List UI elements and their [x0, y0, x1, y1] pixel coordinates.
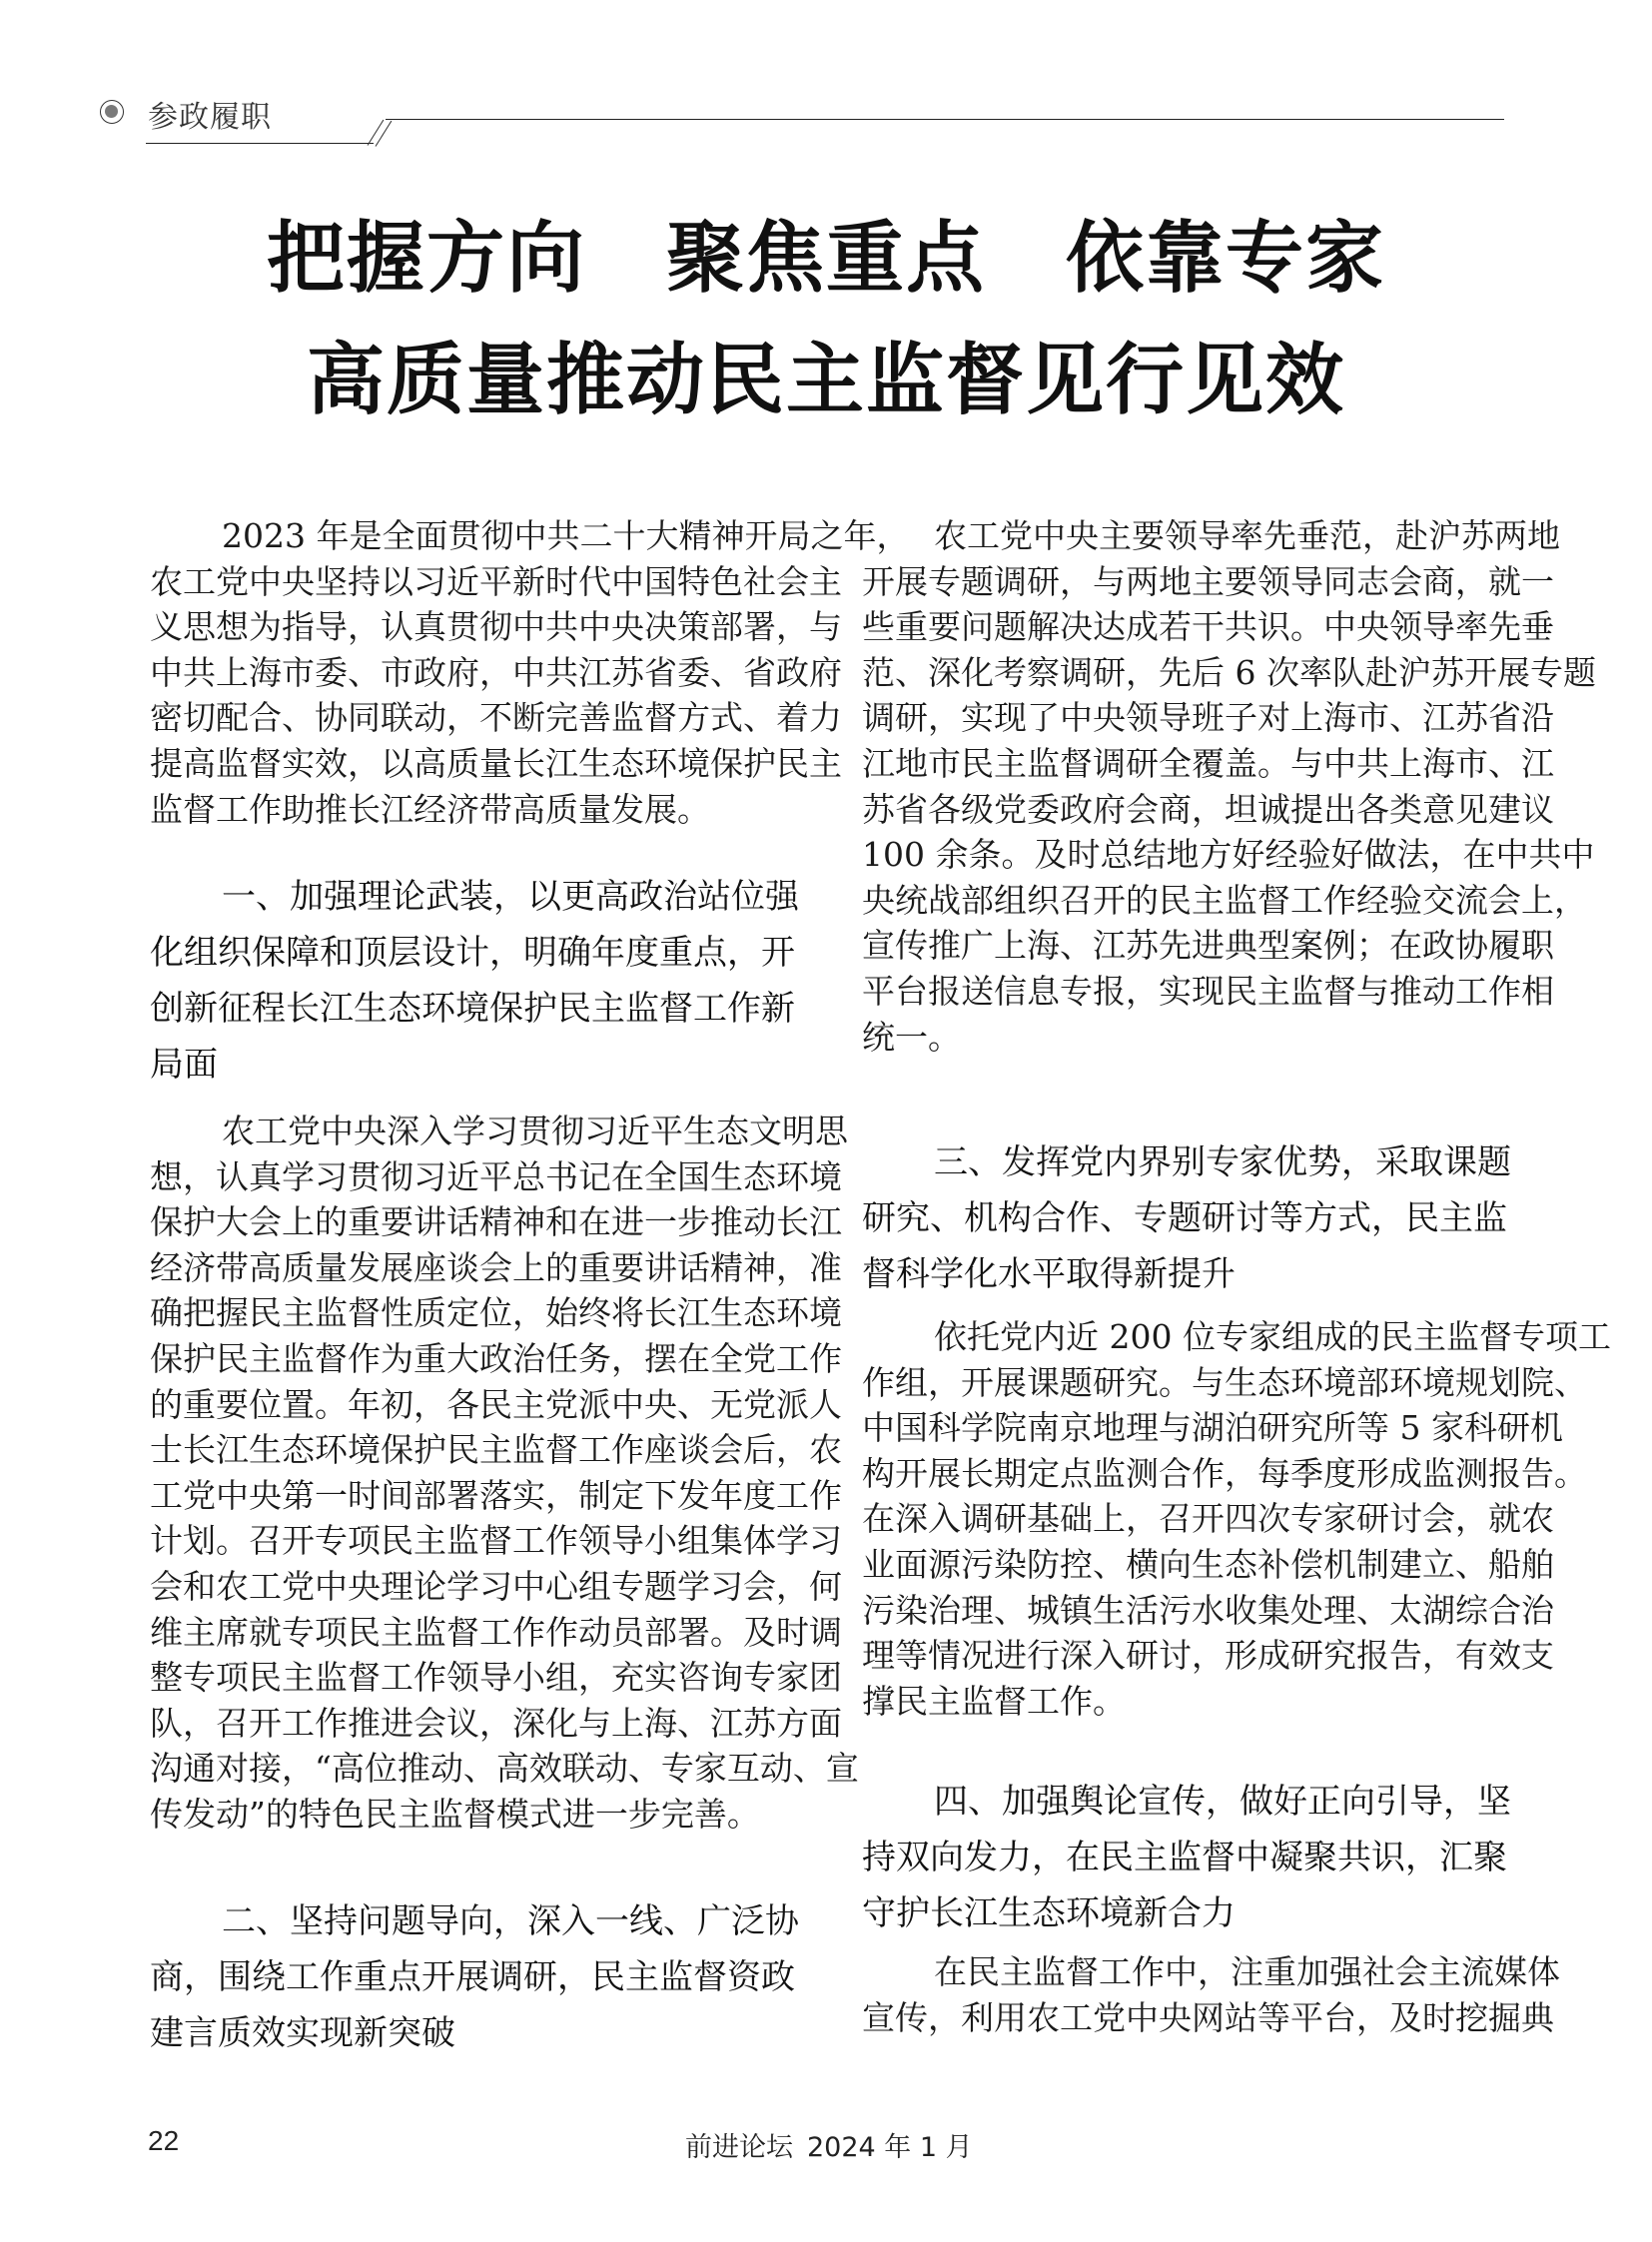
text-line: 会和农工党中央理论学习中心组专题学习会，何: [150, 1566, 842, 1606]
text-line: 业面源污染防控、横向生态补偿机制建立、船舶: [862, 1544, 1554, 1584]
text-line: 二、坚持问题导向，深入一线、广泛协: [222, 1901, 799, 1941]
text-line: 苏省各级党委政府会商，坦诚提出各类意见建议: [862, 789, 1554, 829]
text-line: 作组，开展课题研究。与生态环境部环境规划院、: [862, 1362, 1587, 1402]
text-line: 平台报送信息专报，实现民主监督与推动工作相: [862, 971, 1554, 1011]
header-rule-slash: [368, 120, 385, 146]
text-line: 宣传推广上海、江苏先进典型案例；在政协履职: [862, 926, 1554, 966]
section-heading-2: [150, 1893, 799, 2061]
text-line: 农工党中央深入学习贯彻习近平生态文明思: [222, 1112, 848, 1150]
text-line: 持双向发力，在民主监督中凝聚共识，汇聚: [862, 1838, 1507, 1877]
text-line: 理等情况进行深入研讨，形成研究报告，有效支: [862, 1636, 1554, 1676]
text-line: 沟通对接，“高位推动、高效联动、专家互动、宣: [150, 1749, 859, 1789]
text-line: 三、发挥党内界别专家优势，采取课题: [934, 1142, 1511, 1182]
article-title-line-2: 高质量推动民主监督见行见效: [306, 336, 1345, 425]
text-line: 保护大会上的重要讲话精神和在进一步推动长江: [150, 1202, 842, 1242]
text-line: 义思想为指导，认真贯彻中共中央决策部署，与: [150, 607, 842, 647]
text-line: 工党中央第一时间部署落实，制定下发年度工作: [150, 1475, 842, 1515]
text-line: 想，认真学习贯彻习近平总书记在全国生态环境: [150, 1156, 842, 1196]
text-line: 建言质效实现新突破: [150, 2013, 455, 2053]
text-line: 计划。召开专项民主监督工作领导小组集体学习: [150, 1521, 842, 1561]
text-line: 范、深化考察调研，先后 6 次率队赴沪苏开展专题: [862, 652, 1596, 692]
text-line: 的重要位置。年初，各民主党派中央、无党派人: [150, 1384, 842, 1424]
text-line: 污染治理、城镇生活污水收集处理、太湖综合治: [862, 1590, 1554, 1630]
text-line: 传发动”的特色民主监督模式进一步完善。: [150, 1794, 760, 1834]
text-line: 调研，实现了中央领导班子对上海市、江苏省沿: [862, 698, 1554, 738]
left-column: [150, 513, 910, 832]
section-label: 参政履职: [148, 100, 272, 135]
text-line: 创新征程长江生态环境保护民主监督工作新: [150, 989, 795, 1029]
text-line: 些重要问题解决达成若干共识。中央领导率先垂: [862, 607, 1554, 647]
text-line: 商，围绕工作重点开展调研，民主监督资政: [150, 1957, 795, 1997]
text-line: 在深入调研基础上，召开四次专家研讨会，就农: [862, 1499, 1554, 1539]
text-line: 依托党内近 200 位专家组成的民主监督专项工: [934, 1317, 1611, 1356]
header-rule-left: [146, 143, 374, 144]
text-line: 整专项民主监督工作领导小组，充实咨询专家团: [150, 1658, 842, 1698]
text-line: 农工党中央主要领导率先垂范，赴沪苏两地: [934, 516, 1560, 555]
text-line: 2023 年是全面贯彻中共二十大精神开局之年，: [222, 516, 910, 555]
article-title-line-1: 把握方向 聚焦重点 依靠专家: [266, 214, 1385, 304]
text-line: 研究、机构合作、专题研讨等方式，民主监: [862, 1198, 1507, 1238]
issue-date: 2024 年 1 月: [807, 2132, 973, 2163]
section-3-paragraph: [862, 1314, 1611, 1724]
section-heading-1: [150, 869, 799, 1093]
text-line: 开展专题调研，与两地主要领导同志会商，就一: [862, 561, 1554, 601]
text-line: 局面: [150, 1045, 218, 1085]
text-line: 化组织保障和顶层设计，明确年度重点，开: [150, 933, 795, 973]
text-line: 统一。: [862, 1017, 961, 1057]
text-line: 保护民主监督作为重大政治任务，摆在全党工作: [150, 1338, 842, 1378]
text-line: 守护长江生态环境新合力: [862, 1893, 1236, 1933]
text-line: 一、加强理论武装，以更高政治站位强: [222, 877, 799, 917]
text-line: 中国科学院南京地理与湖泊研究所等 5 家科研机: [862, 1408, 1563, 1448]
section-2-paragraph: [862, 513, 1596, 1060]
section-4-paragraph: [862, 1949, 1560, 2040]
text-line: 监督工作助推长江经济带高质量发展。: [150, 789, 710, 829]
text-line: 中共上海市委、市政府，中共江苏省委、省政府: [150, 652, 842, 692]
text-line: 构开展长期定点监测合作，每季度形成监测报告。: [862, 1453, 1587, 1493]
text-line: 维主席就专项民主监督工作作动员部署。及时调: [150, 1612, 842, 1652]
header-rule-slash: [376, 121, 393, 147]
header-rule-right: [386, 119, 1504, 120]
text-line: 央统战部组织召开的民主监督工作经验交流会上，: [862, 880, 1587, 920]
text-line: 农工党中央坚持以习近平新时代中国特色社会主: [150, 561, 842, 601]
text-line: 提高监督实效，以高质量长江生态环境保护民主: [150, 743, 842, 783]
text-line: 队，召开工作推进会议，深化与上海、江苏方面: [150, 1703, 842, 1743]
text-line: 经济带高质量发展座谈会上的重要讲话精神，准: [150, 1247, 842, 1287]
section-1-paragraph: [150, 1109, 859, 1838]
section-heading-3: [862, 1134, 1511, 1302]
text-line: 江地市民主监督调研全覆盖。与中共上海市、江: [862, 743, 1554, 783]
magazine-name: 前进论坛: [685, 2132, 793, 2163]
section-heading-4: [862, 1774, 1511, 1941]
text-line: 撑民主监督工作。: [862, 1681, 1126, 1721]
text-line: 士长江生态环境保护民主监督工作座谈会后，农: [150, 1430, 842, 1470]
text-line: 四、加强舆论宣传，做好正向引导，坚: [934, 1782, 1511, 1822]
text-line: 督科学化水平取得新提升: [862, 1254, 1236, 1294]
text-line: 确把握民主监督性质定位，始终将长江生态环境: [150, 1293, 842, 1333]
text-line: 在民主监督工作中，注重加强社会主流媒体: [934, 1952, 1560, 1991]
text-line: 100 余条。及时总结地方好经验好做法，在中共中: [862, 835, 1595, 875]
text-line: 宣传，利用农工党中央网站等平台，及时挖掘典: [862, 1997, 1554, 2037]
section-bullet-icon: [100, 100, 124, 124]
text-line: 密切配合、协同联动，不断完善监督方式、着力: [150, 698, 842, 738]
intro-paragraph: [150, 513, 910, 832]
page-number: 22: [148, 2125, 180, 2156]
